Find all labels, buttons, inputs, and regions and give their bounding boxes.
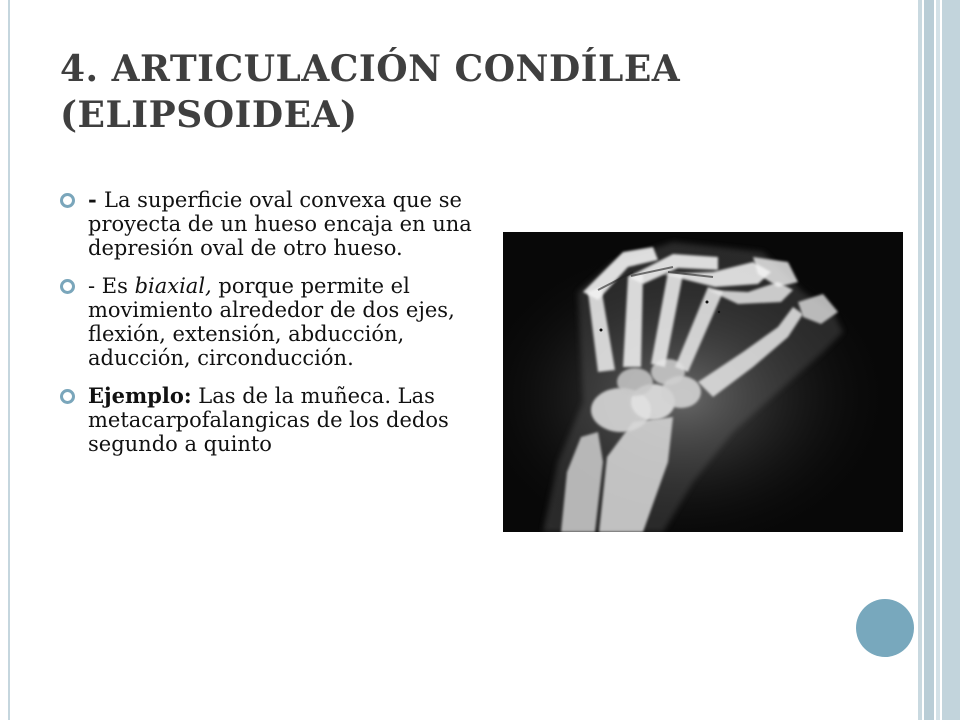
bullet-text: porque permite el movimiento alrededor de dos ejes, flexión, extensión, abducción, aducción, circonducción.: [88, 274, 455, 370]
bullet-italic-term: biaxial,: [134, 274, 212, 298]
bullet-dash: -: [88, 187, 105, 212]
right-stripe: [942, 0, 960, 720]
bullet-item: [56, 188, 476, 260]
right-stripe: [924, 0, 934, 720]
slide-title: 4. ARTICULACIÓN CONDÍLEA (ELIPSOIDEA): [60, 48, 681, 136]
bullet-circle-icon: [60, 279, 75, 294]
left-frame-line: [8, 0, 10, 720]
hand-xray-icon: [503, 232, 903, 532]
hand-xray-image: [503, 232, 903, 532]
right-stripe: [936, 0, 940, 720]
bullet-list: [56, 188, 476, 470]
decorative-circle: [856, 599, 914, 657]
bullet-circle-icon: [60, 193, 75, 208]
bullet-text: La superficie oval convexa que se proyecta de un hueso encaja en una depresión oval de otro hueso.: [88, 188, 472, 260]
bullet-text: Las de la muñeca. Las metacarpofalangicas de los dedos segundo a quinto: [88, 384, 449, 456]
bullet-prefix: - Es: [88, 274, 135, 298]
right-stripe: [918, 0, 922, 720]
bullet-item: [56, 274, 476, 370]
bullet-bold-label: Ejemplo:: [88, 383, 192, 408]
bullet-circle-icon: [60, 389, 75, 404]
bullet-item: [56, 384, 476, 456]
